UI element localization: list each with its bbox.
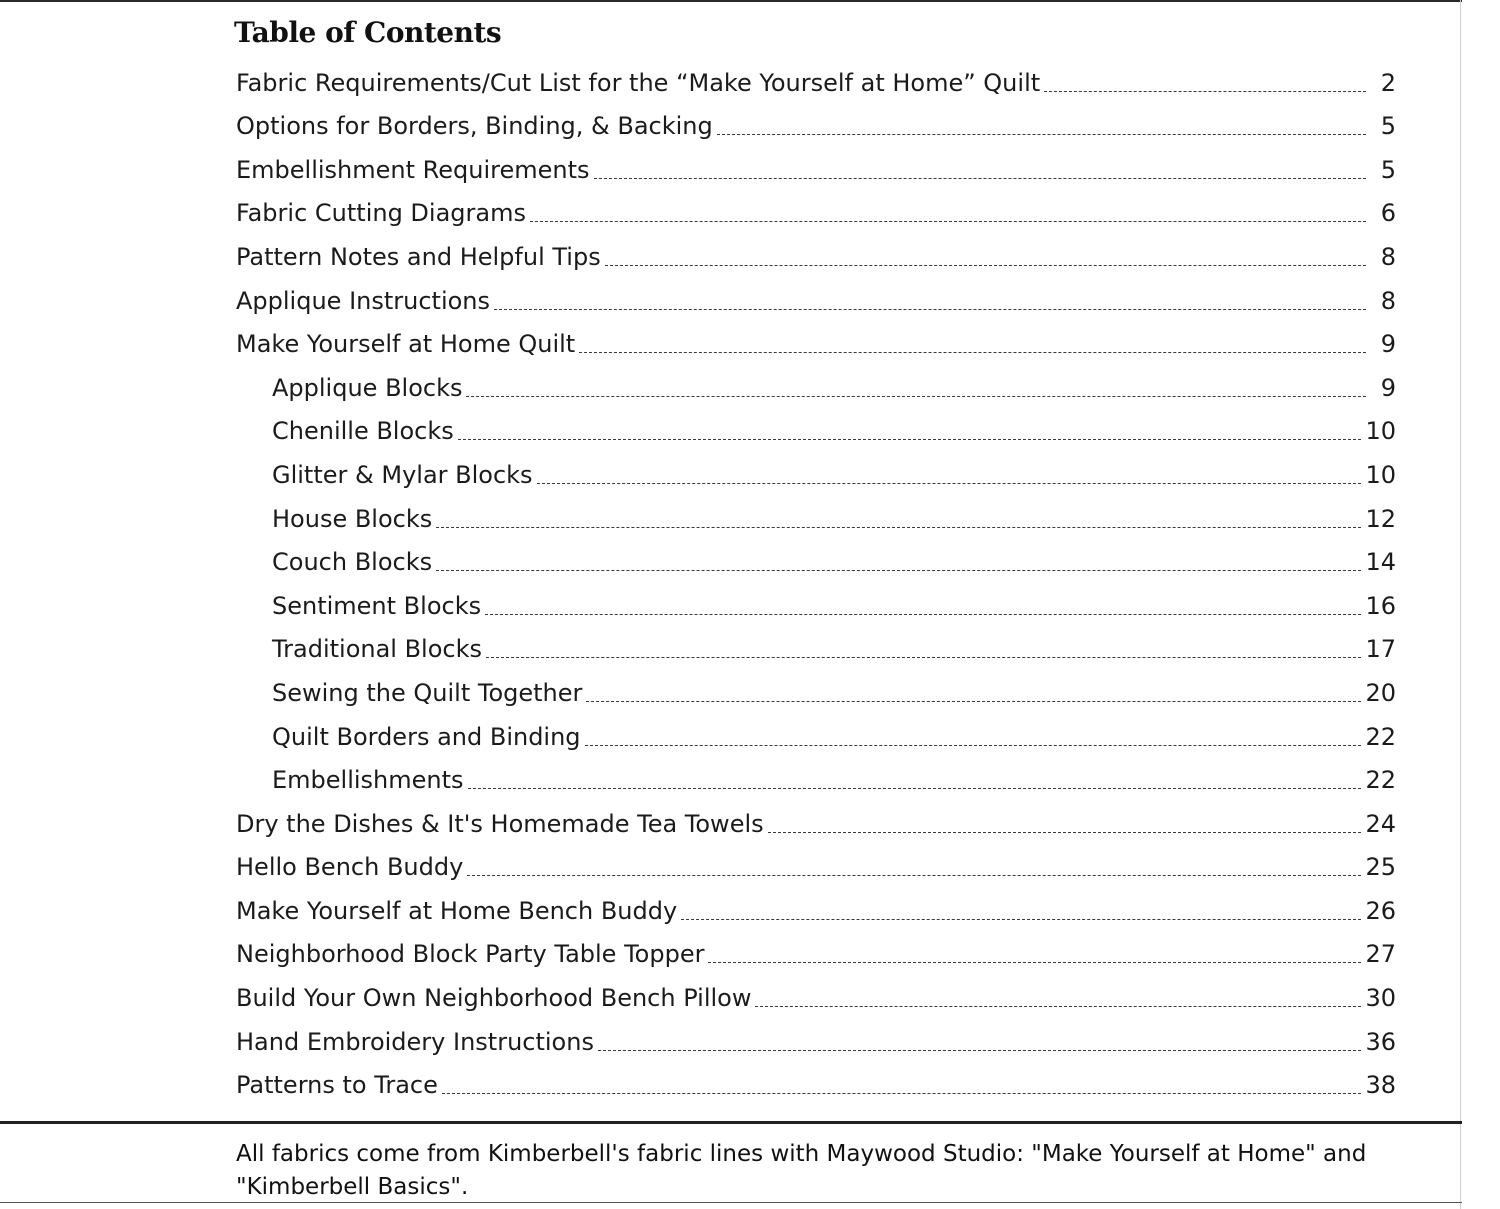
toc-entry [236, 192, 1396, 236]
toc-entry-title: Make Yourself at Home Bench Buddy [236, 896, 678, 925]
toc-entry-title: Neighborhood Block Party Table Topper [236, 940, 705, 969]
toc-entry-title: Build Your Own Neighborhood Bench Pillow [236, 984, 752, 1013]
toc-page-number: 9 [1380, 373, 1396, 402]
toc-entry [236, 148, 1396, 192]
dotted-leader [537, 483, 1362, 484]
toc-page-number: 20 [1365, 678, 1396, 707]
toc-subentry [236, 715, 1396, 759]
toc-page-number: 30 [1365, 984, 1396, 1013]
toc-entry-title: Sewing the Quilt Together [272, 678, 583, 707]
toc-page-number: 24 [1365, 809, 1396, 838]
dotted-leader [585, 745, 1362, 746]
toc-page-number: 6 [1380, 199, 1396, 228]
toc-page-number: 25 [1365, 853, 1396, 882]
toc-page-number: 14 [1365, 548, 1396, 577]
toc-page-number: 8 [1380, 242, 1396, 271]
toc-page-number: 8 [1380, 286, 1396, 315]
dotted-leader [466, 396, 1366, 397]
toc-page-number: 5 [1380, 155, 1396, 184]
toc-page-number: 9 [1380, 330, 1396, 359]
dotted-leader [681, 919, 1361, 920]
dotted-leader [755, 1006, 1361, 1007]
toc-entry-title: Pattern Notes and Helpful Tips [236, 242, 601, 271]
toc-entry [236, 105, 1396, 149]
dotted-leader [468, 788, 1362, 789]
toc-entry-title: Embellishments [272, 766, 464, 795]
toc-entry-title: Fabric Requirements/Cut List for the “Make Yourself at Home” Quilt [236, 68, 1041, 97]
toc-entry [236, 235, 1396, 279]
toc-entry [236, 323, 1396, 367]
toc-page-number: 36 [1365, 1027, 1396, 1056]
footnote-divider [0, 1121, 1462, 1124]
toc-page-number: 5 [1380, 112, 1396, 141]
toc-page-number: 2 [1380, 68, 1396, 97]
dotted-leader [436, 527, 1361, 528]
toc-subentry [236, 366, 1396, 410]
toc-page-number: 16 [1365, 591, 1396, 620]
dotted-leader [486, 657, 1361, 658]
toc-entry-title: Options for Borders, Binding, & Backing [236, 112, 713, 141]
toc-entry-title: Glitter & Mylar Blocks [272, 460, 533, 489]
toc-page-number: 12 [1365, 504, 1396, 533]
dotted-leader [467, 875, 1361, 876]
toc-page-number: 17 [1365, 635, 1396, 664]
toc-entry-title: Couch Blocks [272, 548, 433, 577]
toc-entry-title: Embellishment Requirements [236, 155, 590, 184]
dotted-leader [1044, 91, 1366, 92]
toc-list [236, 61, 1396, 1107]
toc-page-number: 22 [1365, 766, 1396, 795]
toc-subentry [236, 497, 1396, 541]
toc-page-number: 10 [1365, 460, 1396, 489]
toc-entry-title: Dry the Dishes & It's Homemade Tea Towels [236, 809, 764, 838]
toc-subentry [236, 541, 1396, 585]
page-edge [1460, 0, 1461, 1209]
toc-entry [236, 279, 1396, 323]
toc-entry-title: Applique Instructions [236, 286, 491, 315]
toc-entry-title: Hello Bench Buddy [236, 853, 464, 882]
toc-entry [236, 933, 1396, 977]
dotted-leader [768, 832, 1362, 833]
toc-page-number: 10 [1365, 417, 1396, 446]
toc-subentry [236, 628, 1396, 672]
toc-page-number: 22 [1365, 722, 1396, 751]
toc-entry-title: Sentiment Blocks [272, 591, 482, 620]
dotted-leader [436, 570, 1361, 571]
toc-entry-title: Applique Blocks [272, 373, 463, 402]
toc-entry [236, 1020, 1396, 1064]
toc-entry-title: House Blocks [272, 504, 433, 533]
toc-entry [236, 1064, 1396, 1108]
toc-subentry [236, 671, 1396, 715]
toc-subentry [236, 410, 1396, 454]
toc-entry [236, 802, 1396, 846]
toc-entry [236, 846, 1396, 890]
dotted-leader [530, 221, 1366, 222]
toc-entry-title: Quilt Borders and Binding [272, 722, 581, 751]
dotted-leader [708, 962, 1361, 963]
fabric-footnote: All fabrics come from Kimberbell's fabric lines with Maywood Studio: "Make Yourself at Home" and "Kimberbell Basics". [236, 1141, 1367, 1200]
dotted-leader [605, 265, 1366, 266]
dotted-leader [594, 178, 1366, 179]
toc-entry-title: Chenille Blocks [272, 417, 454, 446]
toc-entry-title: Fabric Cutting Diagrams [236, 199, 526, 228]
toc-page-number: 27 [1365, 940, 1396, 969]
top-rule [0, 0, 1462, 2]
dotted-leader [586, 701, 1361, 702]
toc-subentry [236, 759, 1396, 803]
toc-subentry [236, 453, 1396, 497]
toc-title: Table of Contents [234, 16, 502, 49]
dotted-leader [579, 352, 1366, 353]
toc-page-number: 26 [1365, 896, 1396, 925]
dotted-leader [598, 1050, 1362, 1051]
toc-entry [236, 61, 1396, 105]
bottom-rule [0, 1202, 1462, 1203]
toc-entry [236, 976, 1396, 1020]
toc-entry [236, 889, 1396, 933]
toc-entry-title: Hand Embroidery Instructions [236, 1027, 594, 1056]
dotted-leader [494, 309, 1366, 310]
toc-entry-title: Make Yourself at Home Quilt [236, 330, 576, 359]
dotted-leader [458, 439, 1362, 440]
toc-page-number: 38 [1365, 1071, 1396, 1100]
toc-entry-title: Patterns to Trace [236, 1071, 438, 1100]
toc-entry-title: Traditional Blocks [272, 635, 482, 664]
toc-subentry [236, 584, 1396, 628]
dotted-leader [717, 134, 1366, 135]
dotted-leader [485, 614, 1361, 615]
dotted-leader [442, 1093, 1362, 1094]
